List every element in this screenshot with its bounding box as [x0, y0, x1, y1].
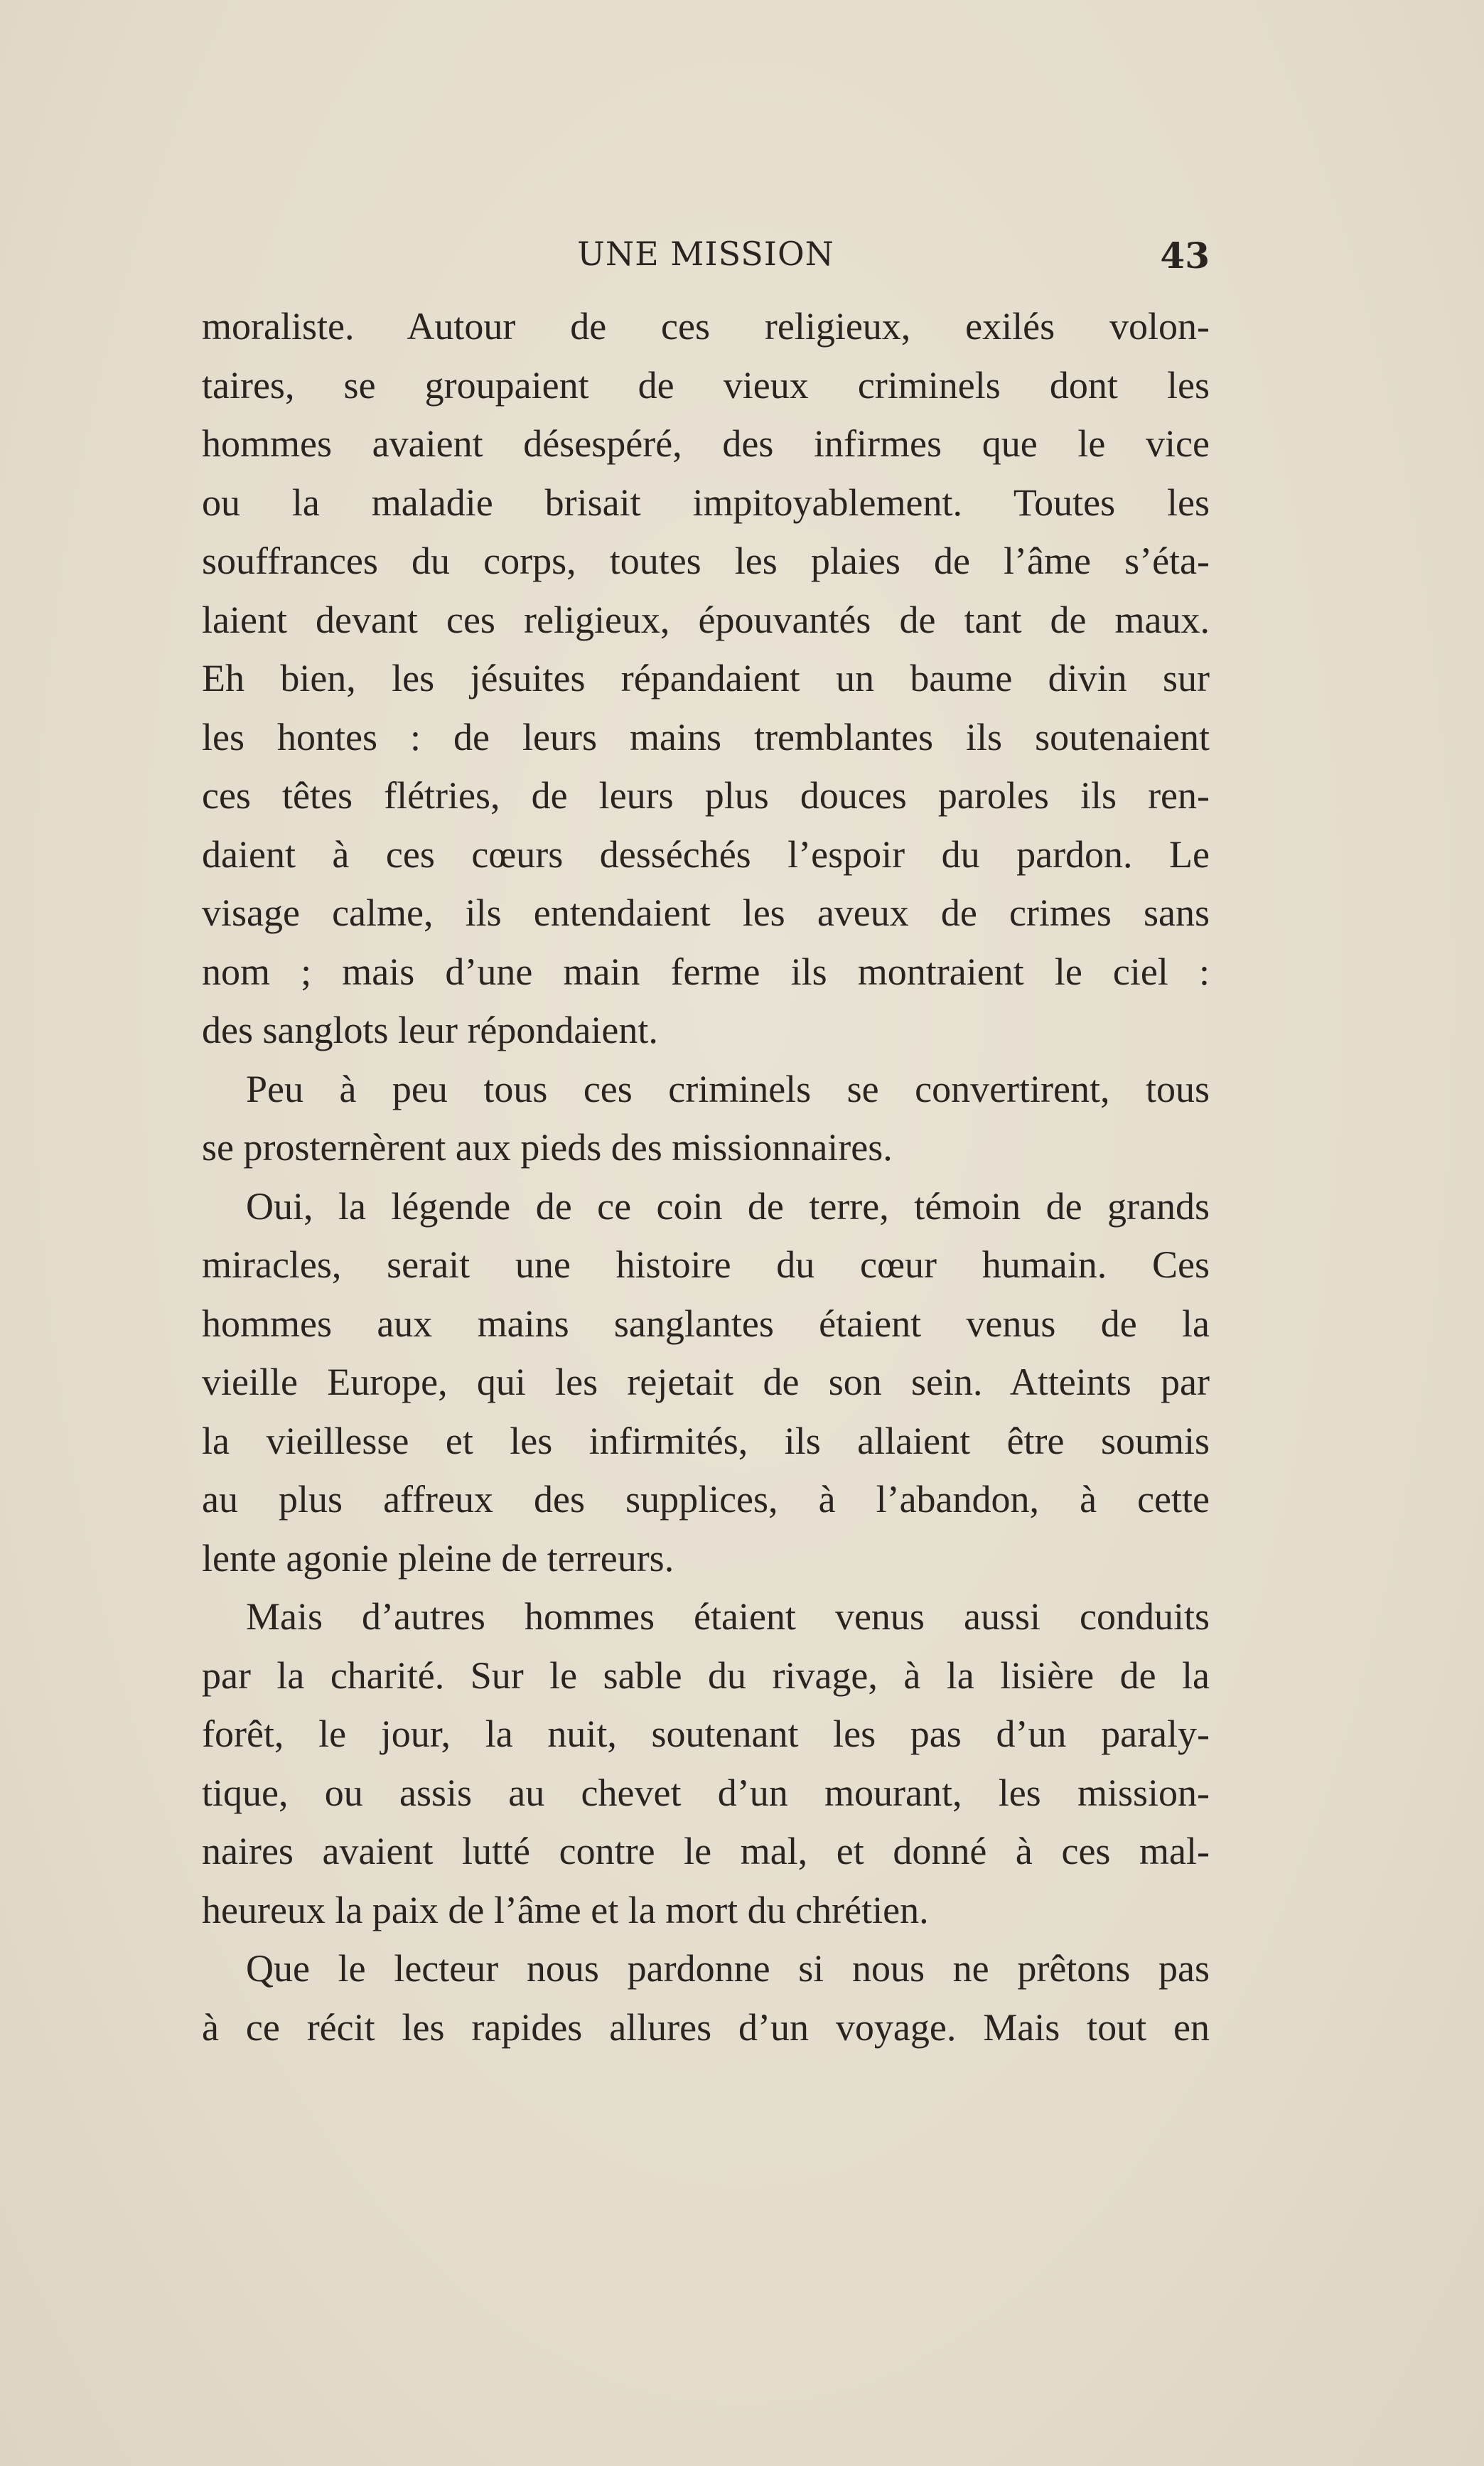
text-line: à ce récit les rapides allures d’un voyage. Mais tout en — [202, 2005, 1210, 2049]
text-line: au plus affreux des supplices, à l’abandon, à cette — [202, 1478, 1210, 1521]
text-line: des sanglots leur répondaient. — [202, 1009, 658, 1051]
paragraph — [202, 1587, 1210, 1939]
running-head — [202, 235, 1210, 277]
text-line: heureux la paix de l’âme et la mort du chrétien. — [202, 1888, 929, 1931]
text-line: Mais d’autres hommes étaient venus aussi conduits — [246, 1595, 1210, 1638]
text-line: la vieillesse et les infirmités, ils allaient être soumis — [202, 1419, 1210, 1462]
text-line: Oui, la légende de ce coin de terre, témoin de grands — [246, 1184, 1210, 1228]
paragraph — [202, 1060, 1210, 1177]
text-line: hommes aux mains sanglantes étaient venus de la — [202, 1302, 1210, 1345]
text-line: Que le lecteur nous pardonne si nous ne prêtons pas — [246, 1947, 1210, 1990]
text-line: par la charité. Sur le sable du rivage, à la lisière de la — [202, 1653, 1210, 1697]
text-line: moraliste. Autour de ces religieux, exilés volon- — [202, 305, 1210, 348]
paragraph — [202, 297, 1210, 1060]
paragraph — [202, 1177, 1210, 1588]
text-line: daient à ces cœurs desséchés l’espoir du pardon. Le — [202, 832, 1210, 876]
text-line: laient devant ces religieux, épouvantés de tant de maux. — [202, 598, 1210, 641]
paragraph — [202, 1939, 1210, 2057]
text-line: forêt, le jour, la nuit, soutenant les pas d’un paraly- — [202, 1712, 1210, 1755]
text-line: Eh bien, les jésuites répandaient un baume divin sur — [202, 657, 1210, 699]
text-line: ces têtes flétries, de leurs plus douces paroles ils ren- — [202, 774, 1210, 817]
page-number: 43 — [1160, 235, 1210, 277]
text-line: ou la maladie brisait impitoyablement. Toutes les — [202, 481, 1210, 524]
text-line: tique, ou assis au chevet d’un mourant, les mission- — [202, 1771, 1210, 1814]
text-line: naires avaient lutté contre le mal, et donné à ces mal- — [202, 1830, 1210, 1872]
text-line: les hontes : de leurs mains tremblantes ils soutenaient — [202, 715, 1210, 758]
text-line: vieille Europe, qui les rejetait de son sein. Atteints par — [202, 1361, 1210, 1403]
text-line: visage calme, ils entendaient les aveux de crimes sans — [202, 891, 1210, 934]
text-line: hommes avaient désespéré, des infirmes que le vice — [202, 422, 1210, 465]
text-line: Peu à peu tous ces criminels se convertirent, tous — [246, 1067, 1210, 1110]
text-line: lente agonie pleine de terreurs. — [202, 1536, 674, 1580]
body-text — [202, 297, 1210, 2057]
text-line: miracles, serait une histoire du cœur humain. Ces — [202, 1243, 1210, 1286]
text-line: souffrances du corps, toutes les plaies de l’âme s’éta- — [202, 540, 1210, 582]
text-line: taires, se groupaient de vieux criminels dont les — [202, 363, 1210, 407]
text-line: nom ; mais d’une main ferme ils montraient le ciel : — [202, 950, 1210, 993]
running-title: UNE MISSION — [577, 235, 834, 273]
text-line: se prosternèrent aux pieds des missionnaires. — [202, 1126, 893, 1169]
